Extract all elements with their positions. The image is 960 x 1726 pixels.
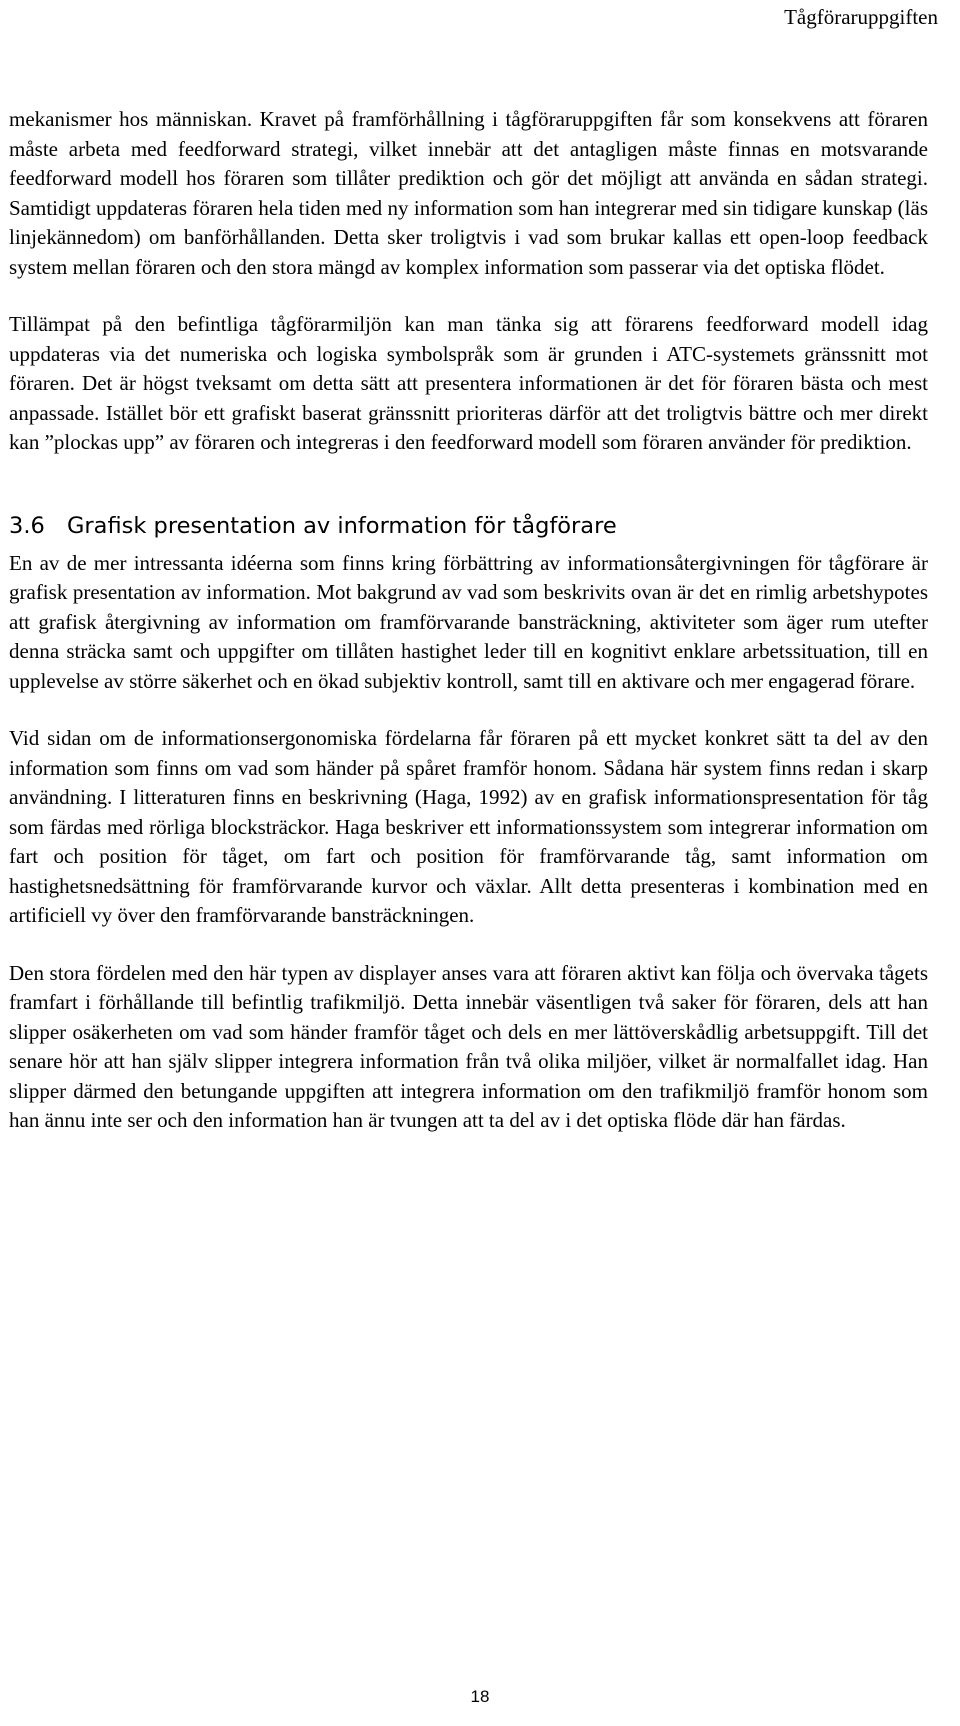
- paragraph: Tillämpat på den befintliga tågförarmiljön kan man tänka sig att förarens feedforward modell idag uppdateras via det numeriska och logiska symbolspråk som är grunden i ATC-systemets gränssnitt mot föraren. Det är högst tveksamt om detta sätt att presentera informationen är det för föraren bästa och mest anpassade. Istället bör ett grafiskt baserat gränssnitt prioriteras därför att det troligtvis bättre och mer direkt kan ”plockas upp” av föraren och integreras i den feedforward modell som föraren använder för prediktion.: [9, 312, 928, 454]
- running-header: Tågföraruppgiften: [784, 5, 938, 29]
- section-heading: [9, 511, 928, 541]
- paragraph: En av de mer intressanta idéerna som finns kring förbättring av informationsåtergivningen för tågförare är grafisk presentation av information. Mot bakgrund av vad som beskrivits ovan är det en rimlig arbetshypotes att grafisk återgivning av information om framförvarande bansträckning, aktiviteter som äger rum utefter denna sträcka samt och uppgifter om tillåten hastighet leder till en kognitivt enklare arbetssituation, till en upplevelse av större säkerhet och en ökad subjektiv kontroll, samt till en aktivare och mer engagerad förare.: [9, 550, 928, 693]
- section-title: Grafisk presentation av information för tågförare: [67, 512, 617, 539]
- paragraph: mekanismer hos människan. Kravet på framförhållning i tågföraruppgiften får som konsekvens att föraren måste arbeta med feedforward strategi, vilket innebär att det antagligen måste finnas en motsvarande feedforward modell hos föraren som tillåter prediktion och gör det möjligt att använda en sådan strategi. Samtidigt uppdateras föraren hela tiden med ny information som han integrerar med sin tidigare kunskap (läs linjekännedom) om banförhållanden. Detta sker troligtvis i vad som brukar kallas ett open-loop feedback system mellan föraren och den stora mängd av komplex information som passerar via det optiska flödet.: [9, 107, 928, 279]
- section-number: 3.6: [9, 512, 45, 539]
- paragraph: Den stora fördelen med den här typen av displayer anses vara att föraren aktivt kan följa och övervaka tågets framfart i förhållande till befintlig trafikmiljö. Detta innebär väsentligen två saker för föraren, dels att han slipper osäkerheten om vad som händer framför tåget och dels en mer lättöverskådlig arbetsuppgift. Till det senare hör att han själv slipper integrera information från två olika miljöer, vilket är normalfallet idag. Han slipper därmed den betungande uppgiften att integrera information om den trafikmiljö framför honom som han ännu inte ser och den information han är tvungen att ta del av i det optiska flöde där han färdas.: [9, 960, 928, 1132]
- document-body: [9, 105, 928, 1136]
- paragraph: Vid sidan om de informationsergonomiska fördelarna får föraren på ett mycket konkret sätt ta del av den information som finns om vad som händer på spåret framför honom. Sådana här system finns redan i skarp användning. I litteraturen finns en beskrivning (Haga, 1992) av en grafisk informationspresentation för tåg som färdas med rörliga blocksträckor. Haga beskriver ett informationssystem som integrerar information om fart och position för tåget, om fart och position för framförvarande tåg, samt information om hastighetsnedsättning för framförvarande kurvor och växlar. Allt detta presenteras i kombination med en artificiell vy över den framförvarande bansträckningen.: [9, 726, 928, 927]
- page-number: 18: [470, 1687, 490, 1706]
